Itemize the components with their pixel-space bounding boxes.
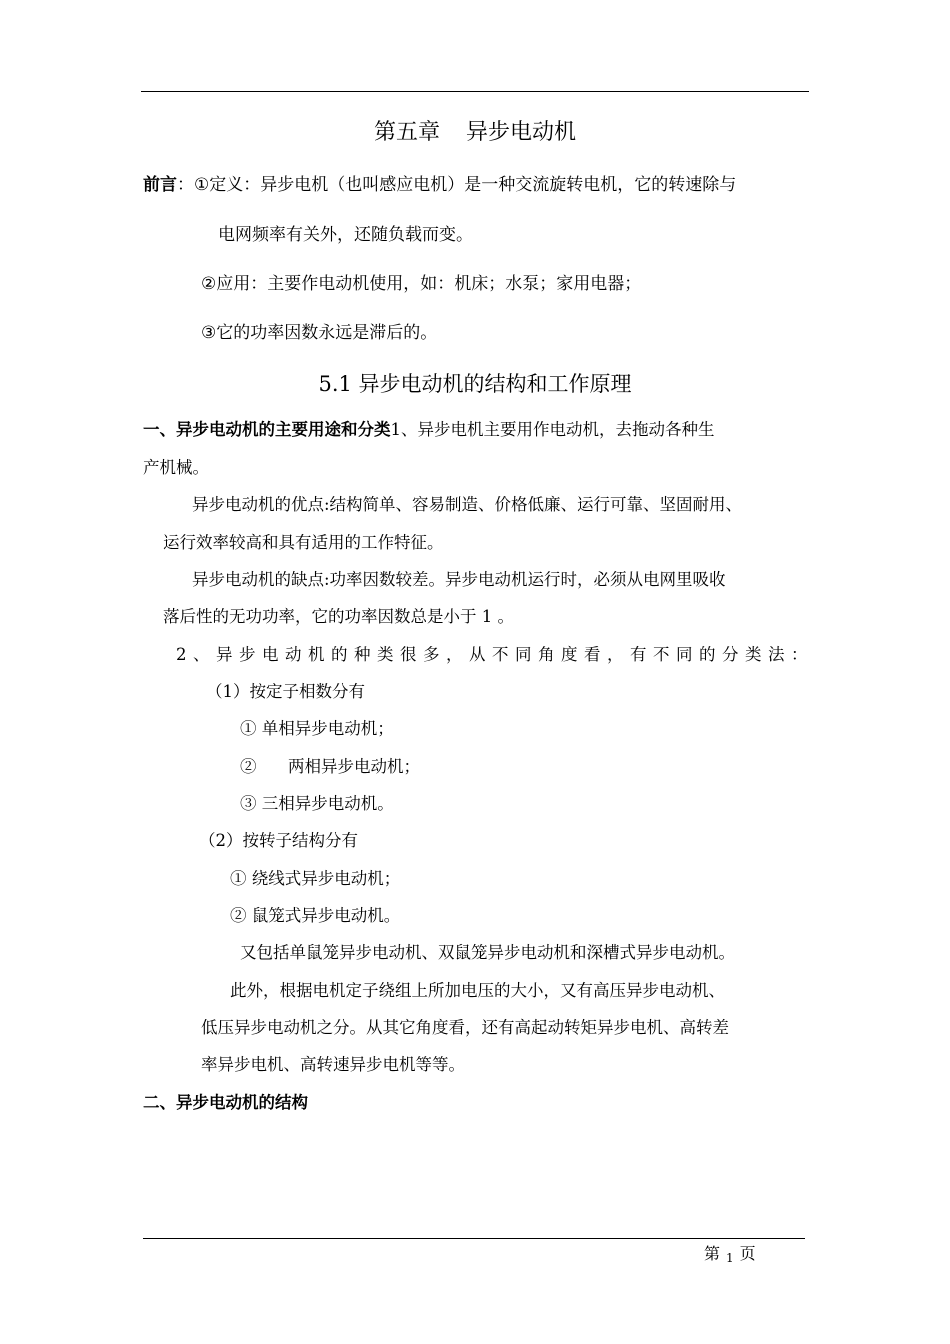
preface-line-1: 前言：①定义：异步电机（也叫感应电机）是一种交流旋转电机，它的转速除与: [143, 175, 737, 195]
chapter-number: 第五章: [373, 120, 440, 145]
part1-heading-line: [143, 422, 715, 439]
types-intro: 2、异步电动机的种类很多，从不同角度看，有不同的分类法：: [176, 645, 814, 664]
chapter-name: 异步电动机: [466, 120, 577, 145]
chapter-title: [0, 122, 950, 144]
preface-definition: ①定义：异步电机（也叫感应电机）是一种交流旋转电机，它的转速除与: [194, 175, 737, 195]
advantages-line-2: 运行效率较高和具有适用的工作特征。: [163, 533, 444, 552]
page-number: 第 1 页: [704, 1244, 756, 1265]
stator-item: ③ 三相异步电动机。: [240, 794, 394, 813]
part2-heading: 二、异步电动机的结构: [143, 1093, 308, 1112]
disadvantages-line-1: 异步电动机的缺点:功率因数较差。异步电动机运行时，必须从电网里吸收: [192, 570, 726, 589]
footer-rule: [143, 1238, 805, 1239]
preface-power-factor: ③它的功率因数永远是滞后的。: [201, 323, 438, 343]
rotor-item: ① 绕线式异步电动机；: [230, 869, 401, 888]
preface-application: ②应用：主要作电动机使用，如：机床；水泵；家用电器；: [201, 274, 642, 294]
extra-line-2: 此外，根据电机定子绕组上所加电压的大小，又有高压异步电动机、: [230, 981, 725, 1000]
part1-intro-cont: 产机械。: [143, 458, 209, 477]
rotor-heading: （2）按转子结构分有: [199, 831, 358, 850]
extra-line-1: 又包括单鼠笼异步电动机、双鼠笼异步电动机和深槽式异步电动机。: [240, 943, 735, 962]
stator-item: ② 两相异步电动机；: [240, 757, 420, 776]
page-number-value: 1: [726, 1251, 734, 1265]
extra-line-3: 低压异步电动机之分。从其它角度看，还有高起动转矩异步电机、高转差: [201, 1018, 729, 1037]
header-rule: [141, 91, 809, 92]
section-title: 5.1 异步电动机的结构和工作原理: [318, 372, 632, 396]
advantages-line-1: 异步电动机的优点:结构简单、容易制造、价格低廉、运行可靠、坚固耐用、: [192, 495, 743, 514]
preface-line-2: 电网频率有关外，还随负载而变。: [218, 225, 473, 245]
disadvantages-line-2: 落后性的无功功率，它的功率因数总是小于 1 。: [163, 607, 514, 626]
rotor-item: ② 鼠笼式异步电动机。: [230, 906, 401, 925]
stator-item: ① 单相异步电动机；: [240, 719, 394, 738]
preface-label: 前言: [143, 175, 177, 195]
stator-heading: （1）按定子相数分有: [206, 682, 365, 701]
part1-intro: 1、异步电机主要用作电动机，去拖动各种生: [390, 420, 715, 439]
extra-line-4: 率异步电机、高转速异步电机等等。: [201, 1055, 465, 1074]
part1-heading: 一、异步电动机的主要用途和分类: [143, 420, 391, 439]
